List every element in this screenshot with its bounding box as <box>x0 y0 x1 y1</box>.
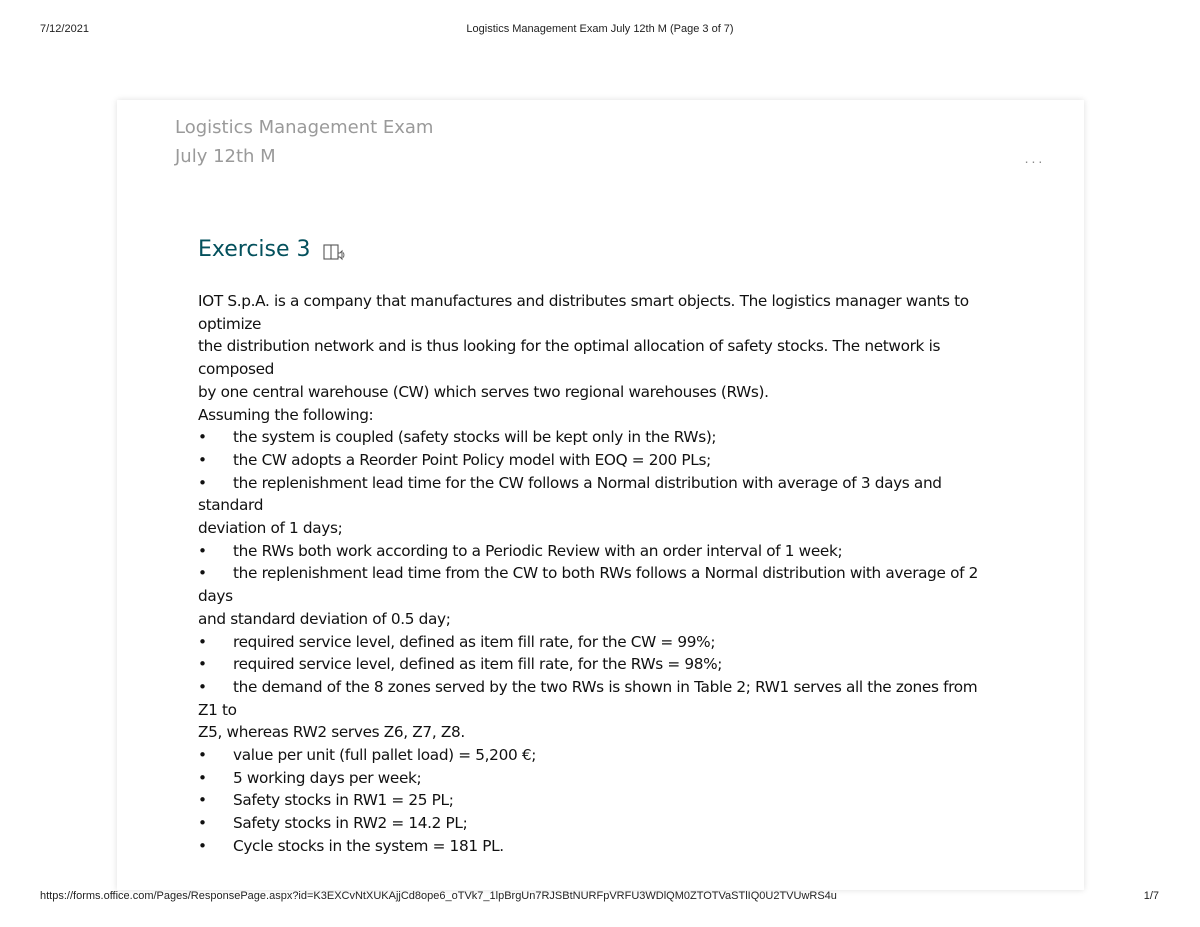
bullet-text: the CW adopts a Reorder Point Policy model with EOQ = 200 PLs; <box>233 450 711 469</box>
bullet-item <box>198 767 998 790</box>
bullet-mark: • <box>198 428 207 447</box>
bullet-mark: • <box>198 473 207 492</box>
bullet-text: the replenishment lead time from the CW to both RWs follows a Normal distribution with average of 2 days <box>198 564 979 606</box>
bullet-text: value per unit (full pallet load) = 5,200 €; <box>233 746 537 765</box>
bullet-mark: • <box>198 836 207 855</box>
bullet-item <box>198 562 998 607</box>
bullet-text: required service level, defined as item fill rate, for the CW = 99%; <box>233 632 716 651</box>
section-title: Exercise 3 <box>198 237 311 262</box>
bullet-text: the system is coupled (safety stocks will be kept only in the RWs); <box>233 428 717 447</box>
bullet-continuation: and standard deviation of 0.5 day; <box>198 609 451 628</box>
bullet-mark: • <box>198 655 207 674</box>
bullet-mark: • <box>198 677 207 696</box>
bullet-text: the demand of the 8 zones served by the two RWs is shown in Table 2; RW1 serves all the zones from Z1 to <box>198 677 978 719</box>
intro-line: by one central warehouse (CW) which serves two regional warehouses (RWs). <box>198 382 769 401</box>
bullet-text: Cycle stocks in the system = 181 PL. <box>233 836 504 855</box>
bullet-item <box>198 631 998 654</box>
bullet-mark: • <box>198 791 207 810</box>
bullet-list <box>198 426 998 857</box>
bullet-item <box>198 426 998 449</box>
bullet-continuation: deviation of 1 days; <box>198 519 343 538</box>
form-title-line1: Logistics Management Exam <box>175 117 434 138</box>
intro-line: IOT S.p.A. is a company that manufactures and distributes smart objects. The logistics manager wants to optimize <box>198 292 969 333</box>
intro-line: Assuming the following: <box>198 405 374 424</box>
bullet-text: Safety stocks in RW1 = 25 PL; <box>233 791 454 810</box>
bullet-text: the replenishment lead time for the CW follows a Normal distribution with average of 3 days and standard <box>198 473 942 515</box>
bullet-item <box>198 449 998 472</box>
section-heading <box>198 237 345 262</box>
more-options-icon[interactable]: ... <box>1024 150 1046 166</box>
bullet-text: the RWs both work according to a Periodic Review with an order interval of 1 week; <box>233 541 843 560</box>
question-body <box>198 290 998 858</box>
bullet-mark: • <box>198 450 207 469</box>
bullet-mark: • <box>198 768 207 787</box>
bullet-mark: • <box>198 564 207 583</box>
intro-line: the distribution network and is thus looking for the optimal allocation of safety stocks. The network is composed <box>198 337 941 379</box>
bullet-text: Safety stocks in RW2 = 14.2 PL; <box>233 814 468 833</box>
bullet-item <box>198 676 998 721</box>
print-header <box>0 23 1200 39</box>
print-date: 7/12/2021 <box>40 23 89 35</box>
form-title <box>175 113 433 171</box>
print-page-number: 1/7 <box>1143 890 1159 902</box>
bullet-item <box>198 835 998 858</box>
bullet-item <box>198 653 998 676</box>
bullet-mark: • <box>198 746 207 765</box>
bullet-mark: • <box>198 814 207 833</box>
bullet-item <box>198 789 998 812</box>
bullet-text: required service level, defined as item fill rate, for the RWs = 98%; <box>233 655 723 674</box>
form-card <box>117 100 1084 890</box>
bullet-text: 5 working days per week; <box>233 768 422 787</box>
bullet-item <box>198 744 998 767</box>
immersive-reader-icon[interactable] <box>323 243 345 261</box>
print-page-title: Logistics Management Exam July 12th M (Page 3 of 7) <box>466 23 734 35</box>
bullet-item <box>198 540 998 563</box>
bullet-continuation: Z5, whereas RW2 serves Z6, Z7, Z8. <box>198 723 465 742</box>
bullet-mark: • <box>198 541 207 560</box>
print-url: https://forms.office.com/Pages/ResponsePage.aspx?id=K3EXCvNtXUKAjjCd8ope6_oTVk7_1lpBrgUn7RJSBtNURFpVRFU3WDlQM0ZTOTVaSTlIQ0U2TVUwRS4u <box>40 890 837 902</box>
print-footer <box>0 890 1200 906</box>
bullet-item <box>198 472 998 517</box>
bullet-item <box>198 812 998 835</box>
form-title-line2: July 12th M <box>175 146 276 167</box>
bullet-mark: • <box>198 632 207 651</box>
